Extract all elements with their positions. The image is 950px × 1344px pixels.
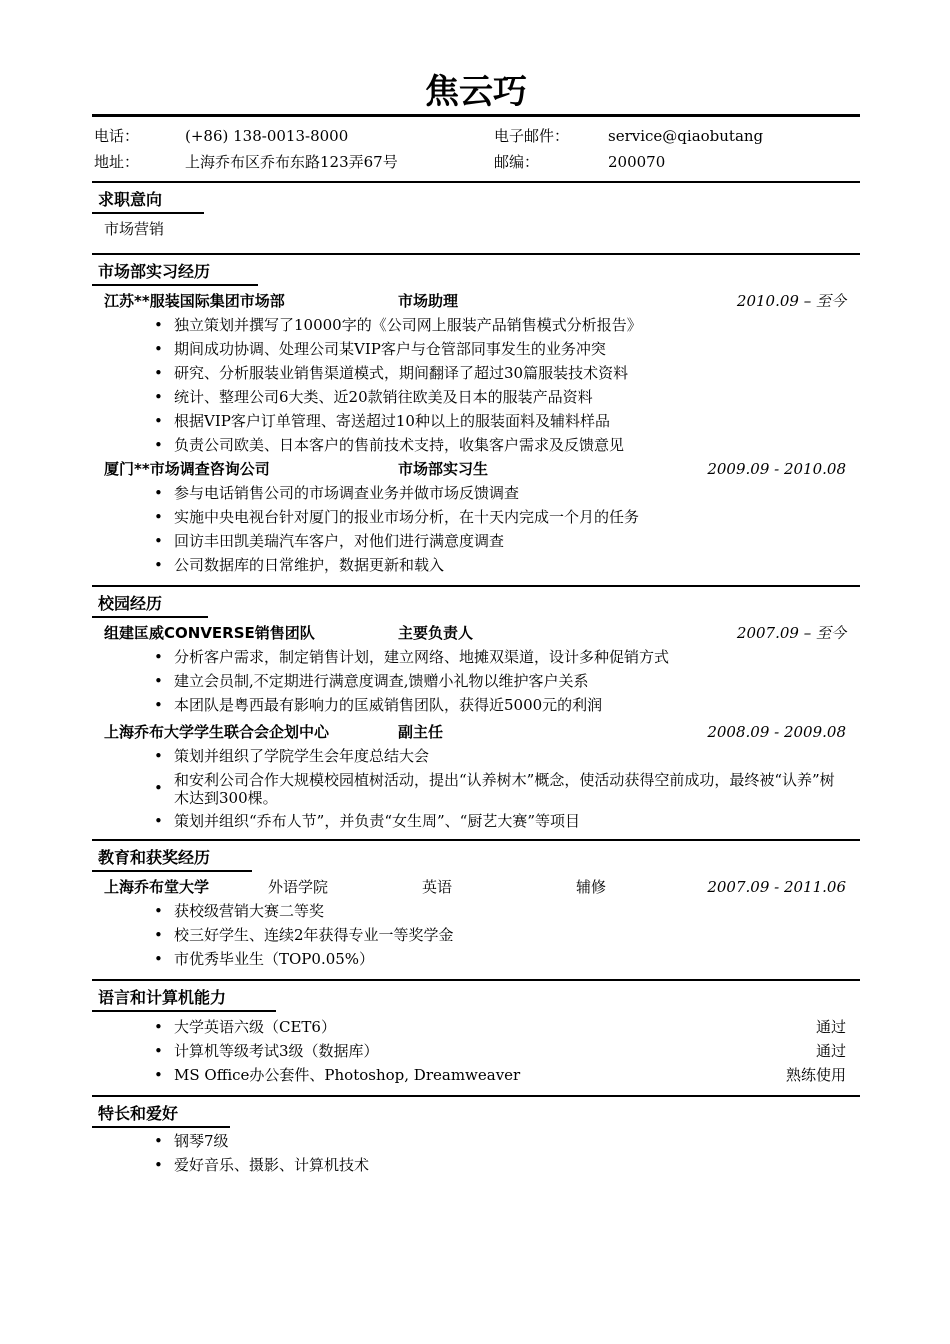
email-label: 电子邮件： bbox=[494, 127, 570, 145]
bullet-list bbox=[92, 645, 860, 717]
list-item: • 钢琴7级 bbox=[154, 1132, 229, 1150]
bullet-icon: • bbox=[154, 950, 163, 968]
date-range: 2008.09 - 2009.08 bbox=[707, 723, 846, 741]
bullet-icon: • bbox=[154, 364, 163, 382]
bullet-icon: • bbox=[154, 696, 163, 714]
bullet-icon: • bbox=[154, 436, 163, 454]
phone-label: 电话： bbox=[94, 127, 140, 145]
date-range: 2007.09 – 至今 bbox=[736, 624, 846, 642]
list-item: • 校三好学生、连续2年获得专业一等奖学金 bbox=[154, 926, 454, 944]
list-item: • 爱好音乐、摄影、计算机技术 bbox=[154, 1156, 370, 1174]
list-item: • 策划并组织了学院学生会年度总结大会 bbox=[154, 747, 430, 765]
organization: 上海乔布大学学生联合会企划中心 bbox=[104, 723, 330, 741]
bullet-list bbox=[92, 1129, 860, 1177]
organization: 厦门**市场调查咨询公司 bbox=[104, 460, 270, 478]
organization: 江苏**服装国际集团市场部 bbox=[104, 292, 285, 310]
list-item: • 负责公司欧美、日本客户的售前技术支持，收集客户需求及反馈意见 bbox=[154, 436, 625, 454]
skill-level: 通过 bbox=[815, 1018, 846, 1036]
list-item: • 实施中央电视台针对厦门的报业市场分析，在十天内完成一个月的任务 bbox=[154, 508, 640, 526]
list-item: • 建立会员制,不定期进行满意度调查,馈赠小礼物以维护客户关系 bbox=[154, 672, 589, 690]
bullet-list bbox=[92, 744, 860, 833]
list-item: • 本团队是粤西最有影响力的匡威销售团队，获得近5000元的利润 bbox=[154, 696, 603, 714]
list-item: • 市优秀毕业生（TOP0.05%） bbox=[154, 950, 375, 968]
list-item: • 公司数据库的日常维护，数据更新和载入 bbox=[154, 556, 445, 574]
bullet-icon: • bbox=[154, 812, 163, 830]
list-item: • 计算机等级考试3级（数据库） 通过 bbox=[154, 1042, 846, 1060]
bullet-icon: • bbox=[154, 902, 163, 920]
skill-level: 通过 bbox=[815, 1042, 846, 1060]
email-value[interactable]: service@qiaobutang bbox=[608, 127, 764, 145]
section-title-education: 教育和获奖经历 bbox=[92, 841, 860, 871]
bullet-list bbox=[92, 899, 860, 971]
list-item: • 期间成功协调、处理公司某VIP客户与仓管部同事发生的业务冲突 bbox=[154, 340, 606, 358]
bullet-icon: • bbox=[154, 747, 163, 765]
list-item: • 获校级营销大赛二等奖 bbox=[154, 902, 325, 920]
bullet-icon: • bbox=[154, 340, 163, 358]
section-title-internship: 市场部实习经历 bbox=[92, 255, 860, 285]
resume-page bbox=[92, 70, 860, 1177]
bullet-list bbox=[92, 481, 860, 577]
bullet-icon: • bbox=[154, 316, 163, 334]
bullet-icon: • bbox=[154, 508, 163, 526]
bullet-icon: • bbox=[154, 556, 163, 574]
list-item: • MS Office办公套件、Photoshop, Dreamweaver 熟练使用 bbox=[154, 1066, 846, 1084]
bullet-icon: • bbox=[154, 779, 163, 797]
job-role: 主要负责人 bbox=[398, 624, 474, 642]
address-value: 上海乔布区乔布东路123弄67号 bbox=[185, 153, 398, 171]
zip-label: 邮编： bbox=[494, 153, 540, 171]
date-range: 2007.09 - 2011.06 bbox=[707, 878, 846, 896]
skill-level: 熟练使用 bbox=[785, 1066, 846, 1084]
list-item: • 研究、分析服装业销售渠道模式，期间翻译了超过30篇服装技术资料 bbox=[154, 364, 629, 382]
bullet-icon: • bbox=[154, 672, 163, 690]
candidate-name: 焦云巧 bbox=[425, 72, 527, 112]
bullet-icon: • bbox=[154, 648, 163, 666]
bullet-icon: • bbox=[154, 1132, 163, 1150]
address-label: 地址： bbox=[94, 153, 140, 171]
minor: 辅修 bbox=[576, 878, 607, 896]
contact-block bbox=[92, 117, 860, 181]
bullet-icon: • bbox=[154, 484, 163, 502]
list-item: • 大学英语六级（CET6） 通过 bbox=[154, 1018, 846, 1036]
list-item: • 统计、整理公司6大类、近20款销往欧美及日本的服装产品资料 bbox=[154, 388, 593, 406]
bullet-icon: • bbox=[154, 1018, 163, 1036]
list-item: • 和安利公司合作大规模校园植树活动，提出“认养树木”概念，使活动获得空前成功，最终被“认养”树木达到300棵。 bbox=[154, 771, 835, 807]
bullet-list bbox=[92, 1015, 860, 1087]
experience-entry bbox=[92, 621, 860, 645]
bullet-icon: • bbox=[154, 926, 163, 944]
zip-value: 200070 bbox=[608, 153, 666, 171]
section-title-objective: 求职意向 bbox=[92, 183, 860, 213]
list-item: • 参与电话销售公司的市场调查业务并做市场反馈调查 bbox=[154, 484, 520, 502]
date-range: 2010.09 – 至今 bbox=[736, 292, 846, 310]
organization: 组建匡威CONVERSE销售团队 bbox=[104, 624, 315, 642]
bullet-icon: • bbox=[154, 1066, 163, 1084]
major: 英语 bbox=[422, 878, 453, 896]
experience-entry bbox=[92, 289, 860, 313]
section-title-hobbies: 特长和爱好 bbox=[92, 1097, 860, 1127]
contact-row-1 bbox=[92, 123, 860, 149]
job-role: 副主任 bbox=[398, 723, 444, 741]
bullet-icon: • bbox=[154, 1156, 163, 1174]
contact-row-2 bbox=[92, 149, 860, 175]
section-title-campus: 校园经历 bbox=[92, 587, 860, 617]
experience-entry bbox=[92, 720, 860, 744]
list-item: • 独立策划并撰写了10000字的《公司网上服装产品销售模式分析报告》 bbox=[154, 316, 642, 334]
list-item: • 回访丰田凯美瑞汽车客户，对他们进行满意度调查 bbox=[154, 532, 505, 550]
list-item: • 分析客户需求，制定销售计划，建立网络、地摊双渠道，设计多种促销方式 bbox=[154, 648, 670, 666]
list-item: • 策划并组织“乔布人节”，并负责“女生周”、“厨艺大赛”等项目 bbox=[154, 812, 581, 830]
date-range: 2009.09 - 2010.08 bbox=[707, 460, 846, 478]
phone-value: (+86) 138-0013-8000 bbox=[185, 127, 349, 145]
section-title-skills: 语言和计算机能力 bbox=[92, 981, 860, 1011]
college-name: 外语学院 bbox=[268, 878, 329, 896]
bullet-icon: • bbox=[154, 532, 163, 550]
experience-entry bbox=[92, 457, 860, 481]
bullet-icon: • bbox=[154, 388, 163, 406]
bullet-icon: • bbox=[154, 1042, 163, 1060]
education-entry bbox=[92, 875, 860, 899]
school-name: 上海乔布堂大学 bbox=[104, 878, 210, 896]
job-role: 市场助理 bbox=[398, 292, 459, 310]
list-item: • 根据VIP客户订单管理、寄送超过10种以上的服装面料及辅料样品 bbox=[154, 412, 610, 430]
objective-value: 市场营销 bbox=[104, 220, 165, 238]
bullet-list bbox=[92, 313, 860, 457]
job-role: 市场部实习生 bbox=[398, 460, 489, 478]
bullet-icon: • bbox=[154, 412, 163, 430]
